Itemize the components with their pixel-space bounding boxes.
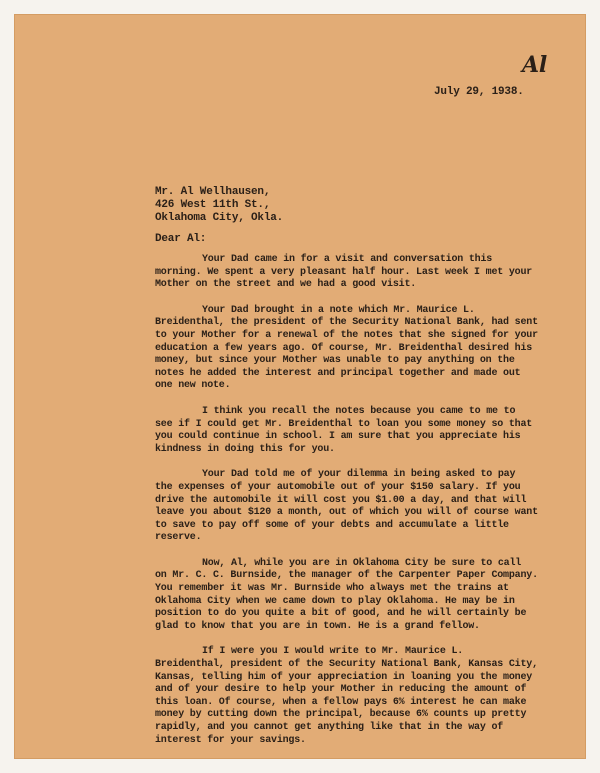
paragraph: I think you recall the notes because you came to me to see if I could get Mr. Breidenthal to loan you some money so that you could continue in school. I am sure that you appreciate his kindness in doing this for you. [155,405,533,455]
letter-date: July 29, 1938. [434,86,524,98]
paragraph: If I were you I would write to Mr. Maurice L. Breidenthal, president of the Security National Bank, Kansas City, Kansas, telling him of your appreciation in loaning you the money and of your desire to help your Mother in reducing the amount of this loan. Of course, when a fellow pays 6% interest he can make money by cutting down the principal, because 6% counts up pretty rapidly, and you cannot get anything like that in the way of interest for your savings. [155,646,538,746]
letter-body [155,254,538,760]
paragraph: Your Dad brought in a note which Mr. Maurice L. Breidenthal, the president of the Security National Bank, had sent to your Mother for a renewal of the notes that she signed for your education a few years ago. Of course, Mr. Breidenthal desired his money, but since your Mother was unable to pay anything on the notes he added the interest and principal together and made out one new note. [155,304,538,392]
recipient-address [155,186,283,225]
letter-page [14,14,586,759]
handwritten-initials: Al [522,52,548,78]
paragraph: Now, Al, while you are in Oklahoma City be sure to call on Mr. C. C. Burnside, the manager of the Carpenter Paper Company. You remember it was Mr. Burnside who always met the trains at Oklahoma City when we came down to play Oklahoma. He may be in position to do you quite a bit of good, and he will certainly be glad to know that you are in town. He is a grand fellow. [155,557,538,632]
address-line: Mr. Al Wellhausen, [155,186,271,198]
address-line: 426 West 11th St., [155,199,271,211]
paragraph: Your Dad told me of your dilemma in being asked to pay the expenses of your automobile out of your $150 salary. If you drive the automobile it will cost you $1.00 a day, and that will leave you about $120 a month, out of which you will of course want to save to pay off some of your debts and accumulate a little reserve. [155,469,538,544]
paragraph: Your Dad came in for a visit and conversation this morning. We spent a very pleasant half hour. Last week I met your Mother on the street and we had a good visit. [155,254,533,291]
salutation: Dear Al: [155,233,207,245]
address-line: Oklahoma City, Okla. [155,212,284,224]
